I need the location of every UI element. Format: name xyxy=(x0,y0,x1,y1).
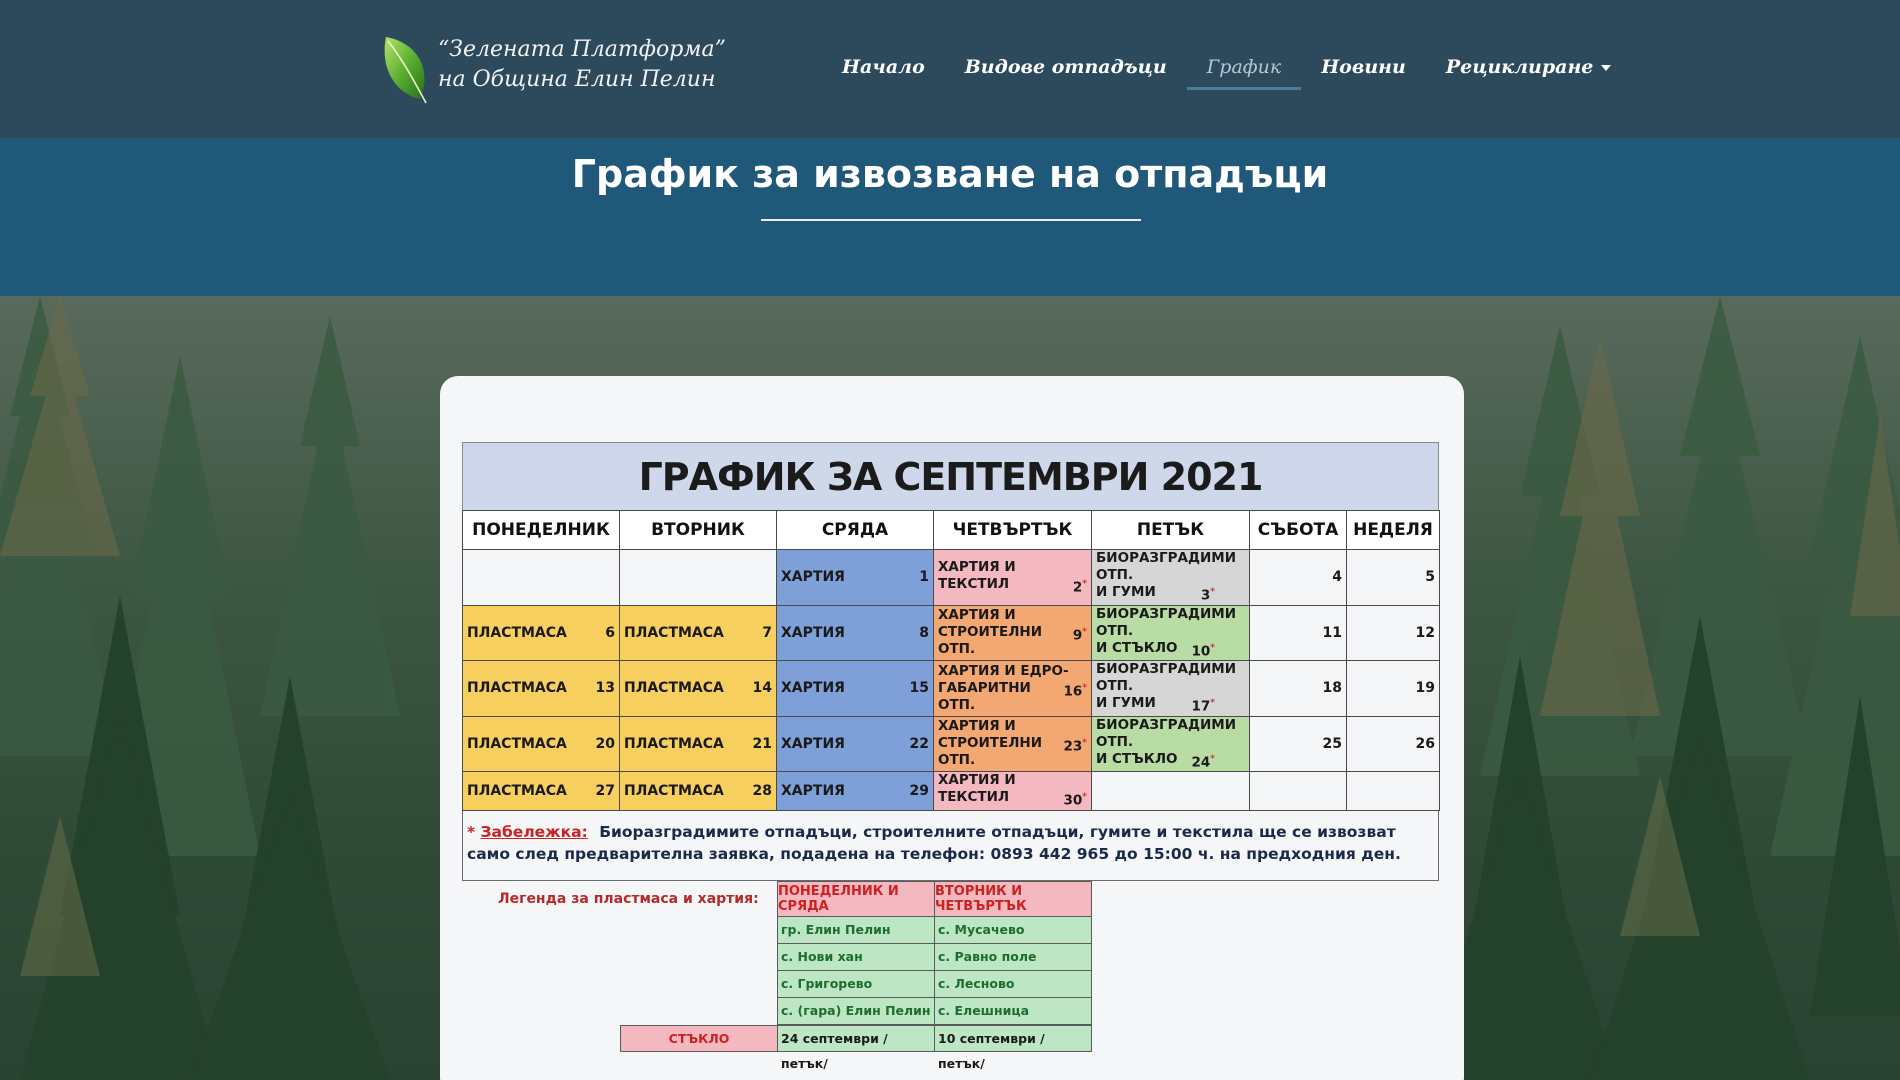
schedule-cell-paper-construction: ХАРТИЯ И СТРОИТЕЛНИ ОТП. 23* xyxy=(934,716,1092,772)
legend-glass-date: 24 септември /петък/ xyxy=(777,1025,935,1052)
schedule-cell-empty xyxy=(1347,772,1440,811)
legend-village: с. Григорево xyxy=(777,971,935,998)
day-header: СЪБОТА xyxy=(1250,511,1347,550)
legend-village: с. Равно поле xyxy=(934,944,1092,971)
legend-village: с. (гара) Елин Пелин xyxy=(777,998,935,1025)
schedule-title: ГРАФИК ЗА СЕПТЕМВРИ 2021 xyxy=(462,442,1439,510)
legend-village: с. Мусачево xyxy=(934,917,1092,944)
day-header: НЕДЕЛЯ xyxy=(1347,511,1440,550)
note-asterisk: * xyxy=(467,822,476,841)
nav-recycling-dropdown[interactable] xyxy=(1426,52,1632,92)
schedule-cell-plastic: ПЛАСТМАСА 6 xyxy=(463,605,620,661)
legend-head-tue-thu: ВТОРНИК И ЧЕТВЪРТЪК xyxy=(934,881,1092,917)
leaf-logo-icon xyxy=(380,33,430,105)
legend-head-mon-wed: ПОНЕДЕЛНИК И СРЯДА xyxy=(777,881,935,917)
table-row xyxy=(463,605,1440,661)
schedule-cell-paper-bulky: ХАРТИЯ И ЕДРО- ГАБАРИТНИ ОТП. 16* xyxy=(934,661,1092,717)
legend-label: Легенда за пластмаса и хартия: xyxy=(498,890,759,907)
table-header-row xyxy=(463,511,1440,550)
note-text: Биоразградимите отпадъци, строителните отпадъци, гумите и текстила ще се извозват само след предварителна заявка, подадена на телефон: 0893 442 965 до 15:00 ч. на предходния ден. xyxy=(467,822,1401,863)
schedule-cell-weekend: 25 xyxy=(1250,716,1347,772)
schedule-cell-weekend: 12 xyxy=(1347,605,1440,661)
schedule-cell-bio-glass: БИОРАЗГРАДИМИ ОТП. И СТЪКЛО 24* xyxy=(1092,716,1250,772)
schedule-cell-weekend: 4 xyxy=(1250,550,1347,606)
nav-schedule[interactable]: График xyxy=(1187,52,1302,92)
note-label: Забележка: xyxy=(480,822,588,841)
schedule-cell-bio-tires: БИОРАЗГРАДИМИ ОТП. И ГУМИ 3* xyxy=(1092,550,1250,606)
schedule-cell-bio-glass: БИОРАЗГРАДИМИ ОТП. И СТЪКЛО 10* xyxy=(1092,605,1250,661)
schedule-cell-plastic: ПЛАСТМАСА 21 xyxy=(620,716,777,772)
day-header: СРЯДА xyxy=(777,511,934,550)
schedule-cell-paper: ХАРТИЯ 8 xyxy=(777,605,934,661)
legend-village: с. Елешница xyxy=(934,998,1092,1025)
schedule-cell-bio-tires: БИОРАЗГРАДИМИ ОТП. И ГУМИ 17* xyxy=(1092,661,1250,717)
schedule-table xyxy=(462,510,1440,811)
schedule-cell-paper: ХАРТИЯ 15 xyxy=(777,661,934,717)
table-row xyxy=(463,716,1440,772)
schedule-cell-paper: ХАРТИЯ 29 xyxy=(777,772,934,811)
schedule-cell-weekend: 19 xyxy=(1347,661,1440,717)
schedule-cell-empty xyxy=(463,550,620,606)
schedule-cell-plastic: ПЛАСТМАСА 20 xyxy=(463,716,620,772)
schedule-cell-weekend: 18 xyxy=(1250,661,1347,717)
schedule-cell-plastic: ПЛАСТМАСА 7 xyxy=(620,605,777,661)
page-header-band xyxy=(0,138,1900,296)
title-underline xyxy=(761,219,1141,221)
legend xyxy=(462,881,1439,1071)
table-row xyxy=(463,550,1440,606)
legend-village: гр. Елин Пелин xyxy=(777,917,935,944)
schedule-cell-paper: ХАРТИЯ 1 xyxy=(777,550,934,606)
schedule-cell-weekend: 5 xyxy=(1347,550,1440,606)
legend-village: с. Лесново xyxy=(934,971,1092,998)
brand-logo-link[interactable] xyxy=(380,33,726,105)
day-header: ЧЕТВЪРТЪК xyxy=(934,511,1092,550)
table-row xyxy=(463,772,1440,811)
legend-glass-date: 10 септември /петък/ xyxy=(934,1025,1092,1052)
top-navbar xyxy=(0,0,1900,138)
legend-village: с. Нови хан xyxy=(777,944,935,971)
schedule-cell-plastic: ПЛАСТМАСА 28 xyxy=(620,772,777,811)
table-row xyxy=(463,661,1440,717)
schedule-card xyxy=(440,376,1464,1080)
schedule-image xyxy=(462,442,1439,1071)
schedule-cell-plastic: ПЛАСТМАСА 27 xyxy=(463,772,620,811)
schedule-cell-empty xyxy=(620,550,777,606)
caret-down-icon xyxy=(1601,65,1611,71)
schedule-cell-weekend: 11 xyxy=(1250,605,1347,661)
schedule-cell-empty xyxy=(1250,772,1347,811)
schedule-cell-paper-textile: ХАРТИЯ И ТЕКСТИЛ 2* xyxy=(934,550,1092,606)
nav-news[interactable]: Новини xyxy=(1321,56,1406,78)
brand-line-2: на Община Елин Пелин xyxy=(438,67,716,92)
day-header: ВТОРНИК xyxy=(620,511,777,550)
main-nav xyxy=(822,52,1631,92)
day-header: ПЕТЪК xyxy=(1092,511,1250,550)
schedule-note xyxy=(462,811,1439,881)
brand-line-1: “Зелената Платформа” xyxy=(438,37,726,62)
legend-glass-label: СТЪКЛО xyxy=(620,1025,778,1052)
page-title: График за извозване на отпадъци xyxy=(571,152,1329,196)
schedule-cell-paper: ХАРТИЯ 22 xyxy=(777,716,934,772)
schedule-cell-empty xyxy=(1092,772,1250,811)
nav-recycling-label: Рециклиране xyxy=(1445,56,1594,78)
day-header: ПОНЕДЕЛНИК xyxy=(463,511,620,550)
schedule-cell-paper-construction: ХАРТИЯ И СТРОИТЕЛНИ ОТП. 9* xyxy=(934,605,1092,661)
schedule-cell-plastic: ПЛАСТМАСА 13 xyxy=(463,661,620,717)
nav-waste-types[interactable]: Видове отпадъци xyxy=(964,56,1167,78)
nav-home[interactable]: Начало xyxy=(842,56,925,78)
schedule-cell-paper-textile: ХАРТИЯ И ТЕКСТИЛ 30* xyxy=(934,772,1092,811)
schedule-cell-plastic: ПЛАСТМАСА 14 xyxy=(620,661,777,717)
schedule-cell-weekend: 26 xyxy=(1347,716,1440,772)
